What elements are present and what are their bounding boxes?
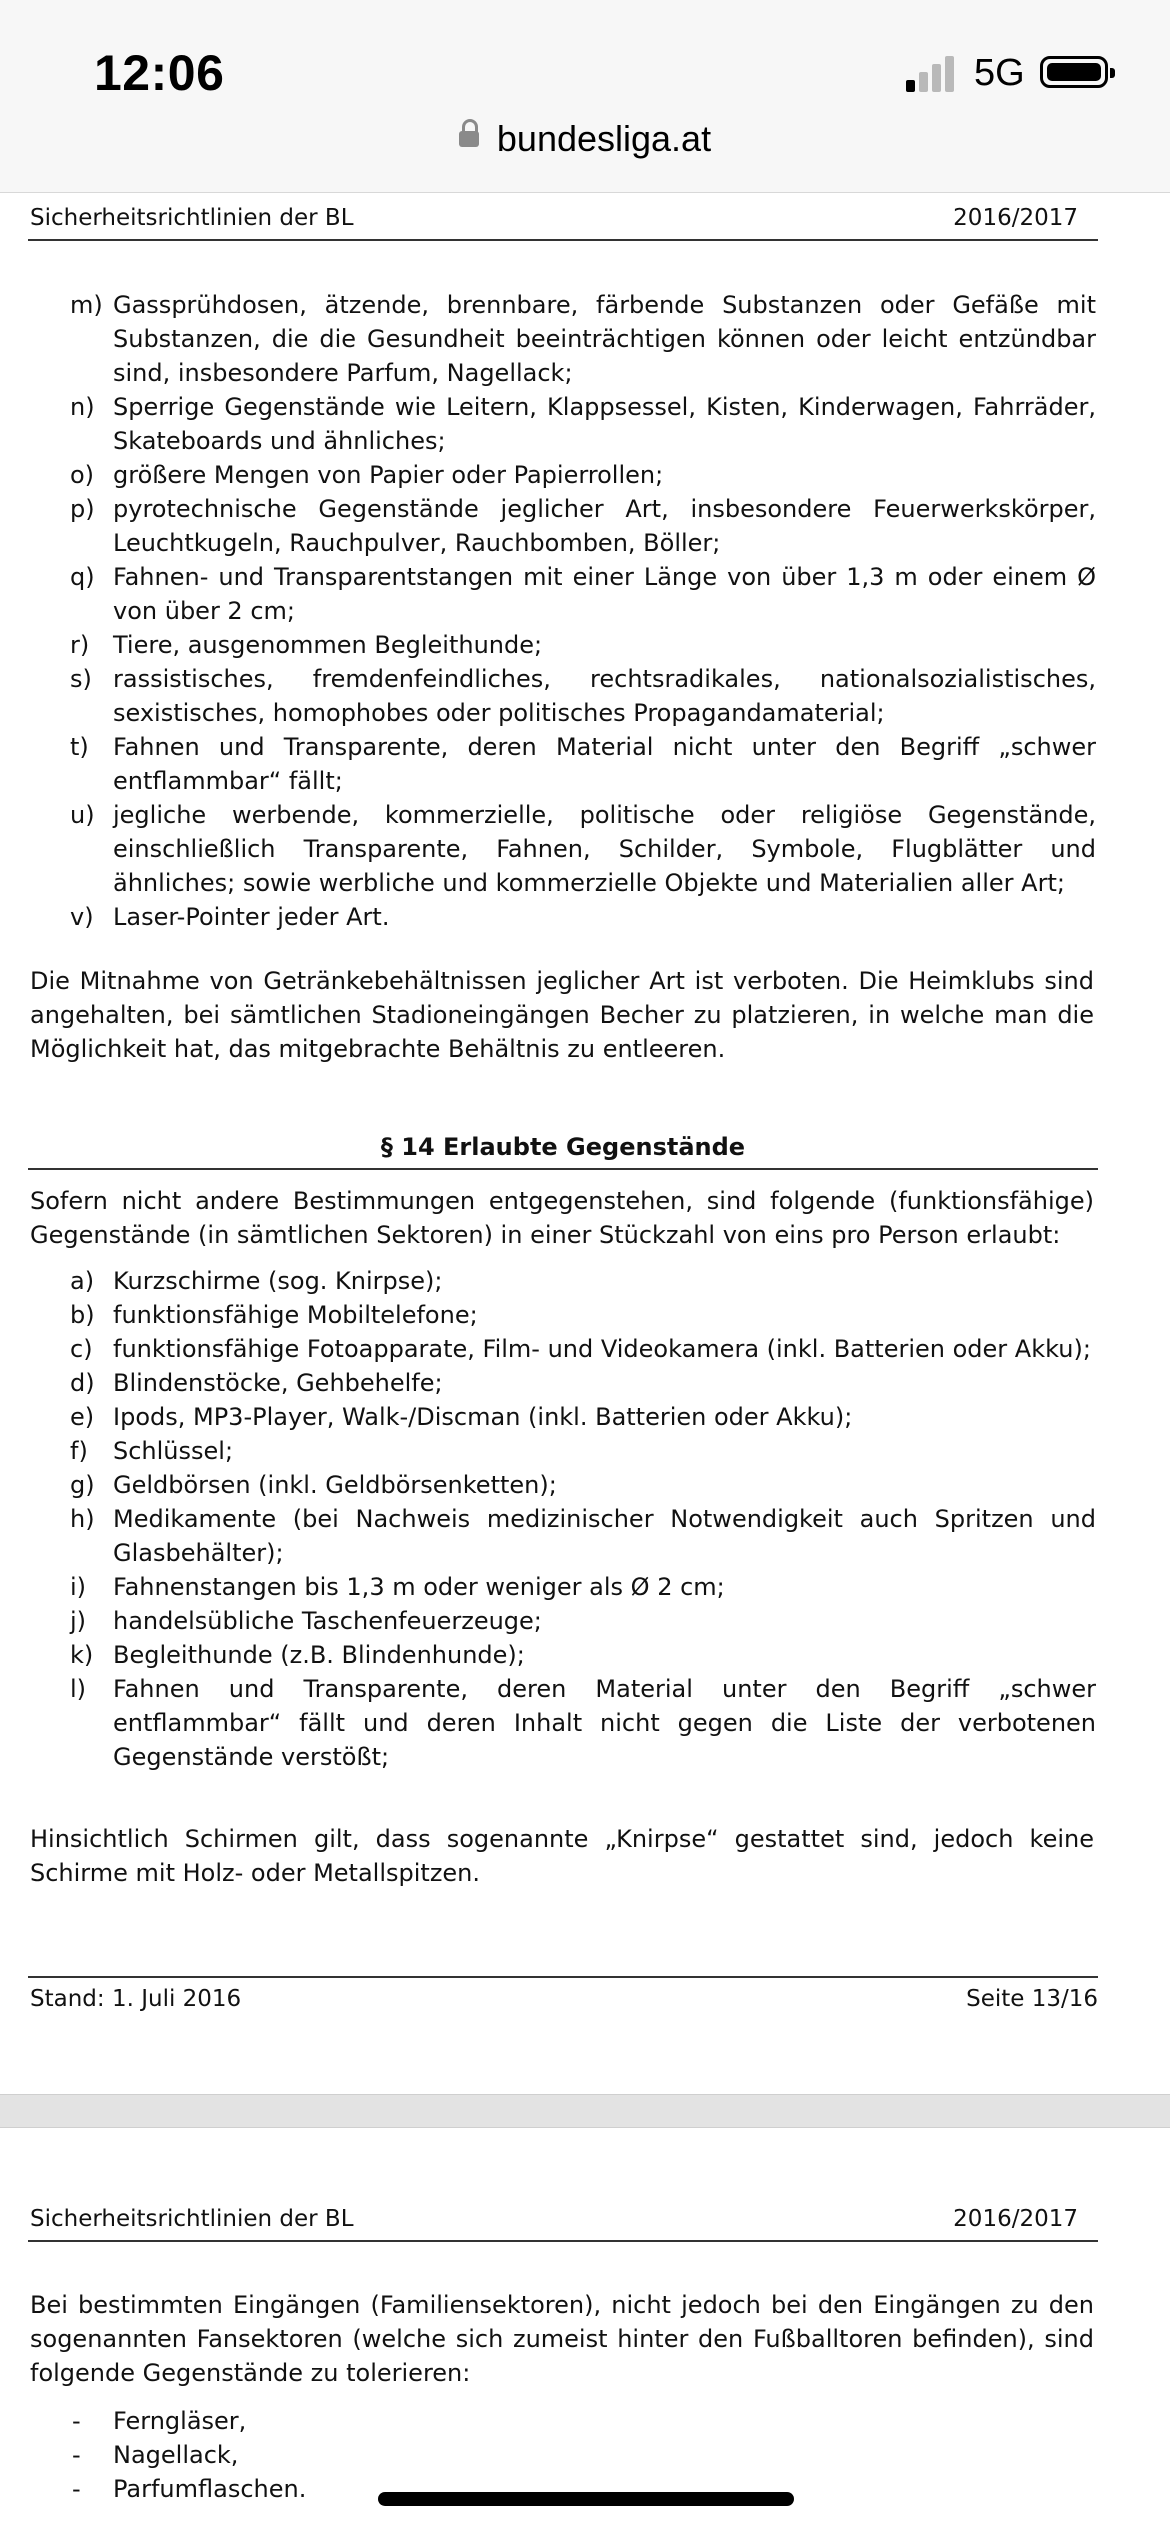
list-item — [0, 390, 1096, 458]
list-item — [0, 1570, 1096, 1604]
list-item-text: Ipods, MP3-Player, Walk-/Discman (inkl. Batterien oder Akku); — [113, 1403, 853, 1431]
list-item — [0, 1264, 1096, 1298]
list-item-text: Nagellack, — [113, 2441, 239, 2469]
list-item-marker: h) — [70, 1505, 95, 1533]
list-item-text: funktionsfähige Mobiltelefone; — [113, 1301, 478, 1329]
list-item-text: Begleithunde (z.B. Blindenhunde); — [113, 1641, 525, 1669]
list-item-marker: k) — [70, 1641, 94, 1669]
page-header — [28, 205, 1098, 241]
section-heading: § 14 Erlaubte Gegenstände — [28, 1130, 1098, 1170]
url-text: bundesliga.at — [496, 118, 712, 159]
list-item — [0, 2438, 1096, 2472]
page-footer — [28, 1976, 1098, 2012]
list-item — [0, 628, 1096, 662]
list-item-text: Gassprühdosen, ätzende, brennbare, färbende Substanzen oder Gefäße mit Substanzen, die die Gesundheit beeinträchtigen können oder leicht entzündbar sind, insbesondere Parfum, Nagellack; — [113, 291, 1096, 387]
list-item — [0, 1672, 1096, 1774]
list-item-marker: f) — [70, 1437, 88, 1465]
list-item-marker: n) — [70, 393, 95, 421]
pdf-page-14 — [0, 2126, 1170, 2532]
list-item-marker: e) — [70, 1403, 95, 1431]
list-item-marker: - — [72, 2475, 81, 2503]
header-title: Sicherheitsrichtlinien der BL — [30, 2206, 354, 2232]
list-item-marker: t) — [70, 733, 89, 761]
list-item-text: Sperrige Gegenstände wie Leitern, Klappsessel, Kisten, Kinderwagen, Fahrräder, Skateboards und ähnliches; — [113, 393, 1096, 455]
list-item — [0, 1298, 1096, 1332]
list-item — [0, 458, 1096, 492]
list-item-text: Parfumflaschen. — [113, 2475, 307, 2503]
list-item-text: Schlüssel; — [113, 1437, 234, 1465]
list-item-text: Fahnen- und Transparentstangen mit einer Länge von über 1,3 m oder einem Ø von über 2 cm; — [113, 563, 1096, 625]
network-type: 5G — [974, 52, 1025, 94]
list-item — [0, 288, 1096, 390]
header-title: Sicherheitsrichtlinien der BL — [30, 205, 354, 231]
home-indicator[interactable] — [378, 2492, 794, 2506]
list-item — [0, 798, 1096, 900]
list-item — [0, 1502, 1096, 1570]
list-item-marker: c) — [70, 1335, 93, 1363]
list-item-text: Fahnen und Transparente, deren Material unter den Begriff „schwer entflammbar“ fällt und deren Inhalt nicht gegen die Liste der verbotenen Gegenstände verstößt; — [113, 1675, 1096, 1771]
list-item — [0, 662, 1096, 730]
list-item — [0, 1434, 1096, 1468]
list-item-text: Medikamente (bei Nachweis medizinischer Notwendigkeit auch Spritzen und Glasbehälter); — [113, 1505, 1096, 1567]
list-item-text: Fahnenstangen bis 1,3 m oder weniger als Ø 2 cm; — [113, 1573, 725, 1601]
list-item — [0, 1604, 1096, 1638]
page-header — [28, 2206, 1098, 2242]
page-separator — [0, 2094, 1170, 2128]
list-item-marker: r) — [70, 631, 90, 659]
list-item-text: handelsübliche Taschenfeuerzeuge; — [113, 1607, 542, 1635]
list-item — [0, 1638, 1096, 1672]
tolerated-intro: Bei bestimmten Eingängen (Familiensektoren), nicht jedoch bei den Eingängen zu den sogenannten Fansektoren (welche sich zumeist hinter den Fußballtoren befinden), sind folgende Gegenstände zu tolerieren: — [30, 2291, 1094, 2387]
list-item-marker: m) — [70, 291, 103, 319]
list-item-text: Fahnen und Transparente, deren Material nicht unter den Begriff „schwer entflammbar“ fällt; — [113, 733, 1096, 795]
list-item-marker: s) — [70, 665, 92, 693]
list-item-text: rassistisches, fremdenfeindliches, rechtsradikales, nationalsozialistisches, sexistisches, homophobes oder politisches Propagandamaterial; — [113, 665, 1096, 727]
list-item-marker: q) — [70, 563, 95, 591]
list-item-text: Ferngläser, — [113, 2407, 247, 2435]
header-year: 2016/2017 — [953, 205, 1078, 231]
list-item-marker: u) — [70, 801, 95, 829]
list-item-marker: - — [72, 2441, 81, 2469]
list-item-marker: g) — [70, 1471, 95, 1499]
prohibited-items-list — [0, 288, 1170, 934]
list-item — [0, 2404, 1096, 2438]
list-item-text: Kurzschirme (sog. Knirpse); — [113, 1267, 443, 1295]
list-item-marker: j) — [70, 1607, 87, 1635]
list-item-text: pyrotechnische Gegenstände jeglicher Art, insbesondere Feuerwerkskörper, Leuchtkugeln, Rauchpulver, Rauchbomben, Böller; — [113, 495, 1096, 557]
tolerated-items-list — [0, 2404, 1170, 2506]
footer-date: Stand: 1. Juli 2016 — [30, 1986, 242, 2012]
list-item-text: Laser-Pointer jeder Art. — [113, 903, 390, 931]
list-item-text: größere Mengen von Papier oder Papierrollen; — [113, 461, 664, 489]
list-item-text: Tiere, ausgenommen Begleithunde; — [113, 631, 543, 659]
list-item-marker: d) — [70, 1369, 95, 1397]
list-item — [0, 1366, 1096, 1400]
list-item — [0, 1332, 1096, 1366]
list-item — [0, 492, 1096, 560]
umbrella-paragraph: Hinsichtlich Schirmen gilt, dass sogenannte „Knirpse“ gestattet sind, jedoch keine Schirme mit Holz- oder Metallspitzen. — [30, 1825, 1094, 1887]
list-item — [0, 1468, 1096, 1502]
list-item-marker: o) — [70, 461, 95, 489]
list-item-marker: b) — [70, 1301, 95, 1329]
list-item-marker: p) — [70, 495, 95, 523]
list-item — [0, 730, 1096, 798]
header-year: 2016/2017 — [953, 2206, 1078, 2232]
footer-page-number: Seite 13/16 — [966, 1986, 1098, 2012]
status-time: 12:06 — [94, 45, 225, 101]
list-item — [0, 560, 1096, 628]
list-item-marker: a) — [70, 1267, 95, 1295]
allowed-items-list — [0, 1264, 1170, 1774]
list-item-marker: i) — [70, 1573, 87, 1601]
list-item-text: funktionsfähige Fotoapparate, Film- und Videokamera (inkl. Batterien oder Akku); — [113, 1335, 1091, 1363]
list-item-text: Geldbörsen (inkl. Geldbörsenketten); — [113, 1471, 557, 1499]
list-item-marker: - — [72, 2407, 81, 2435]
section-intro: Sofern nicht andere Bestimmungen entgegenstehen, sind folgende (funktionsfähige) Gegenstände (in sämtlichen Sektoren) in einer Stückzahl von eins pro Person erlaubt: — [30, 1187, 1094, 1249]
list-item-text: jegliche werbende, kommerzielle, politische oder religiöse Gegenstände, einschließlich Transparente, Fahnen, Schilder, Symbole, Flugblätter und ähnliches; sowie werbliche und kommerzielle Objekte und Materialien aller Art; — [113, 801, 1096, 897]
list-item-marker: l) — [70, 1675, 87, 1703]
list-item-text: Blindenstöcke, Gehbehelfe; — [113, 1369, 443, 1397]
list-item — [0, 1400, 1096, 1434]
list-item-marker: v) — [70, 903, 94, 931]
drinks-paragraph: Die Mitnahme von Getränkebehältnissen jeglicher Art ist verboten. Die Heimklubs sind angehalten, bei sämtlichen Stadioneingängen Becher zu platzieren, in welche man die Möglichkeit hat, das mitgebrachte Behältnis zu entleeren. — [30, 967, 1094, 1063]
list-item — [0, 900, 1096, 934]
